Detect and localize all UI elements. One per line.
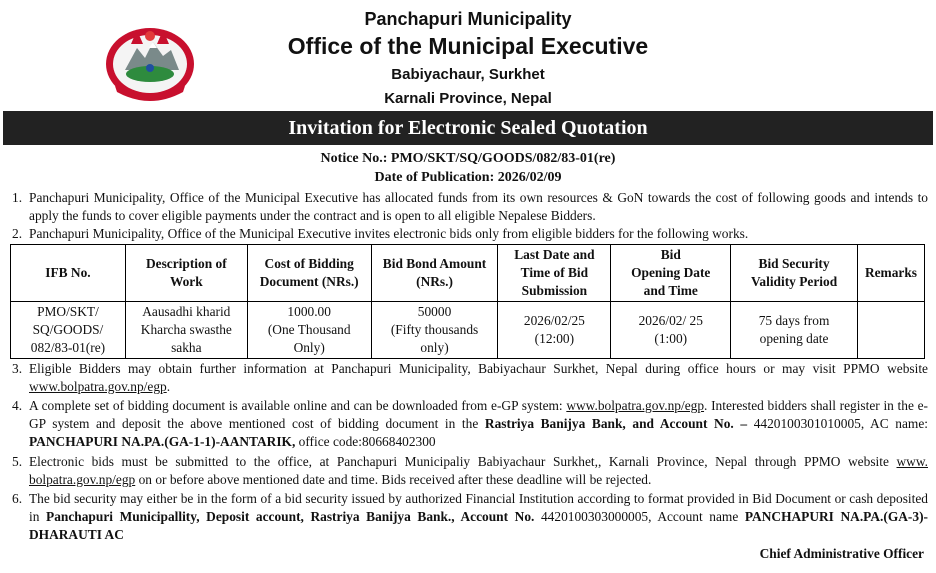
clause-1 [12,189,928,225]
letterhead [0,0,936,112]
notice-number: Notice No.: PMO/SKT/SQ/GOODS/082/83-01(re) [320,151,616,166]
clause-5 [12,453,928,489]
signatory-title: Chief Administrative Officer [759,546,924,561]
bid-details-table [10,244,925,359]
clause-number: 4. [12,398,23,413]
cell-ifb-no: PMO/SKT/ SQ/GOODS/ 082/83-01(re) [11,302,126,359]
clause-6 [12,490,928,544]
address-line-1: Babiyachaur, Surkhet [391,66,545,83]
bolpatra-link[interactable]: www.bolpatra.gov.np/egp [29,379,167,394]
header-remarks: Remarks [857,245,924,302]
header-opening-date: Bid Opening Date and Time [611,245,731,302]
clause-text: Panchapuri Municipality, Office of the Municipal Executive has allocated funds from its own resources & GoN towards the cost of following goods and intends to apply the funds to cover eligible payments under the contract and is open to all eligible Nepalese Bidders. [29,190,928,223]
clause-number: 2. [12,226,23,241]
table-row [11,302,925,359]
header-ifb-no: IFB No. [11,245,126,302]
clause-number: 1. [12,190,23,205]
cell-opening-date: 2026/02/ 25 (1:00) [611,302,731,359]
clause-2 [12,225,928,243]
header-description: Description of Work [125,245,247,302]
cell-last-date: 2026/02/25 (12:00) [498,302,611,359]
clause-number: 5. [12,454,23,469]
header-bid-bond: Bid Bond Amount (NRs.) [371,245,498,302]
office-name: Office of the Municipal Executive [287,33,649,59]
cell-remarks [857,302,924,359]
ppmo-website-link[interactable]: www. bolpatra.gov.np/egp [29,454,928,487]
cell-cost-of-document: 1000.00 (One Thousand Only) [247,302,371,359]
header-last-date: Last Date and Time of Bid Submission [498,245,611,302]
egp-link[interactable]: www.bolpatra.gov.np/egp [566,398,705,413]
clause-text: The bid security may either be in the form of a bid security issued by authorized Financial Institution according to format provided in Bid Document or cash deposited in Panchapuri Municipallity, Deposit account, Rastriya Banijya Bank., Account No. 4420100303000005, Account name PANCHAPURI NA.PA.(GA-3)-DHARAUTI AC [29,491,928,542]
clause-4 [12,397,928,451]
clause-text: Eligible Bidders may obtain further information at Panchapuri Municipality, Babiyachaur Surkhet, Nepal during office hours or may visit PPMO website www.bolpatra.gov.np/egp. [29,361,928,394]
clause-number: 3. [12,361,23,376]
clause-text: A complete set of bidding document is available online and can be downloaded from e-GP system: www.bolpatra.gov.np/egp. Interested bidders shall register in the e-GP system and deposit the above mentioned cost of bidding document in the Rastriya Banijya Bank, and Account No. – 4420100301010005, AC name: PANCHAPURI NA.PA.(GA-1-1)-AANTARIK, office code:80668402300 [29,398,928,449]
publication-date: Date of Publication: 2026/02/09 [374,170,562,185]
cell-security-validity: 75 days from opening date [731,302,858,359]
cell-description: Aausadhi kharid Kharcha swasthe sakha [125,302,247,359]
clause-text: Panchapuri Municipality, Office of the Municipal Executive invites electronic bids only from eligible bidders for the following works. [29,226,749,241]
address-line-2: Karnali Province, Nepal [384,90,552,107]
clause-number: 6. [12,491,23,506]
table-header-row [11,245,925,302]
cell-bid-bond: 50000 (Fifty thousands only) [371,302,498,359]
header-security-validity: Bid Security Validity Period [731,245,858,302]
clause-3 [12,360,928,396]
clause-text: Electronic bids must be submitted to the office, at Panchapuri Municipaliy Babiyachaur Surkhet,, Karnali Province, Nepal through PPMO website www. bolpatra.gov.np/egp on or before above mentioned date and time. Bids received after these deadline will be rejected. [29,454,928,487]
municipality-name: Panchapuri Municipality [364,9,572,29]
notice-title-banner: Invitation for Electronic Sealed Quotation [3,111,933,145]
header-cost-of-document: Cost of Bidding Document (NRs.) [247,245,371,302]
